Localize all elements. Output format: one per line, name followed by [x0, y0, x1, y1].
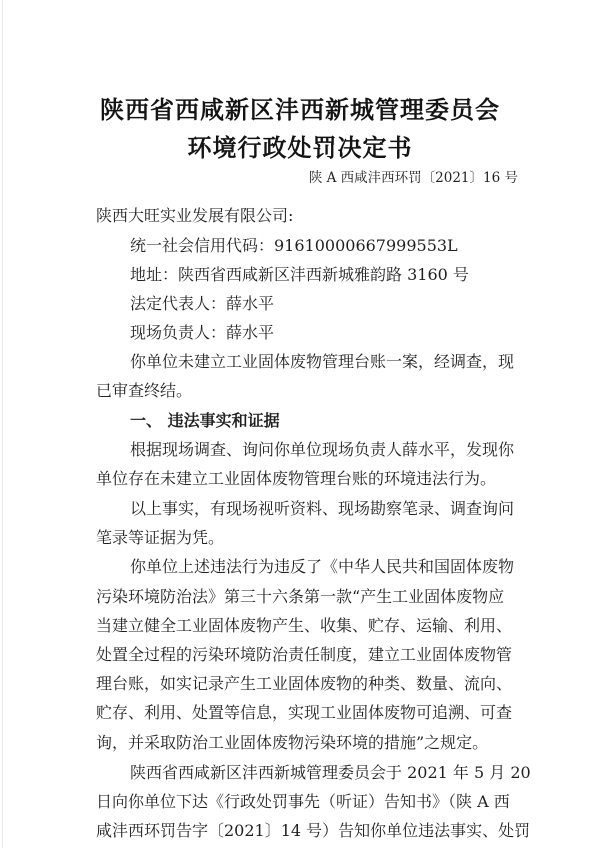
paragraph-line: 咸沣西环罚告字〔2021〕14 号）告知你单位违法事实、处罚	[96, 821, 531, 840]
paragraph-line: 询，并采取防治工业固体废物污染环境的措施”之规定。	[96, 733, 489, 752]
paragraph-line: 贮存、利用、处置等信息，实现工业固体废物可追溯、可查	[96, 703, 513, 722]
paragraph-line: 笔录等证据为凭。	[96, 528, 225, 547]
paragraph-line: 日向你单位下达《行政处罚事先（听证）告知书》（陕 A 西	[96, 792, 510, 811]
paragraph-line: 陕西省西咸新区沣西新城管理委员会于 2021 年 5 月 20	[130, 763, 531, 782]
paragraph-line: 理台账，如实记录产生工业固体废物的种类、数量、流向、	[96, 674, 513, 693]
credit-code: 统一社会信用代码：91610000667999553L	[130, 236, 458, 255]
document-number: 陕 A 西咸沣西环罚〔2021〕16 号	[308, 170, 518, 186]
paragraph-line: 以上事实，有现场视听资料、现场勘察笔录、调查询问	[130, 499, 515, 518]
paragraph-line: 单位存在未建立工业固体废物管理台账的环境违法行为。	[96, 469, 497, 488]
paragraph-line: 处置全过程的污染环境防治责任制度，建立工业固体废物管	[96, 645, 513, 664]
paragraph-line: 你单位上述违法行为违反了《中华人民共和国固体废物	[130, 557, 515, 576]
paragraph-line: 当建立健全工业固体废物产生、收集、贮存、运输、利用、	[96, 616, 513, 635]
onsite-person: 现场负责人：薛水平	[130, 323, 275, 342]
party-address: 地址：陕西省西咸新区沣西新城雅韵路 3160 号	[130, 265, 469, 284]
intro-line: 已审查终结。	[96, 381, 193, 400]
paragraph-line: 污染环境防治法》第三十六条第一款“产生工业固体废物应	[96, 587, 505, 606]
paragraph-line: 根据现场调查、询问你单位现场负责人薛水平，发现你	[130, 440, 515, 459]
legal-representative: 法定代表人：薛水平	[130, 294, 275, 313]
document-title-line2: 环境行政处罚决定书	[187, 133, 413, 162]
document-title-line1: 陕西省西咸新区沣西新城管理委员会	[100, 95, 500, 124]
party-name: 陕西大旺实业发展有限公司:	[96, 206, 294, 225]
intro-line: 你单位未建立工业固体废物管理台账一案，经调查，现	[130, 352, 515, 371]
section-heading: 一、 违法事实和证据	[130, 411, 280, 430]
